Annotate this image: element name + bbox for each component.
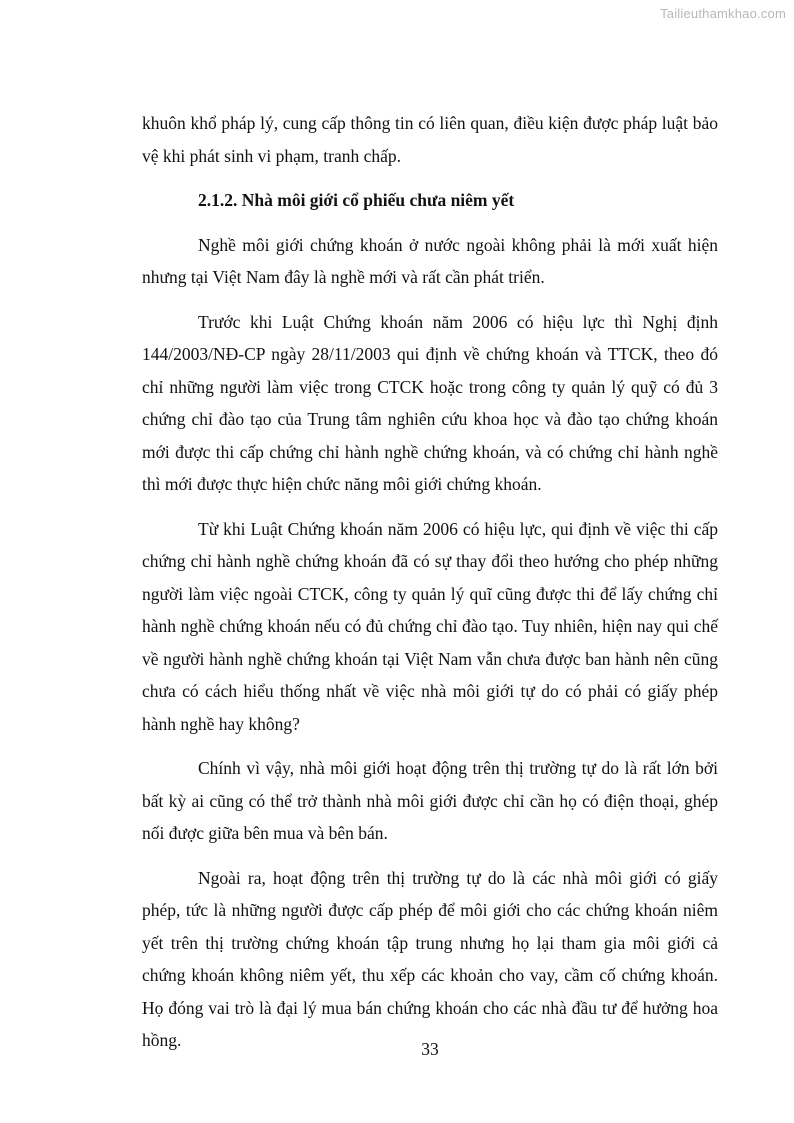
section-heading: 2.1.2. Nhà môi giới cổ phiếu chưa niêm yết — [198, 190, 515, 210]
paragraph: Từ khi Luật Chứng khoán năm 2006 có hiệu lực, qui định về việc thi cấp chứng chỉ hành nghề chứng khoán đã có sự thay đổi theo hướng cho phép những người làm việc ngoài CTCK, công ty quản lý quĩ cũng được thi để lấy chứng chỉ hành nghề chứng khoán nếu có đủ chứng chỉ đào tạo. Tuy nhiên, hiện nay qui chế về người hành nghề chứng khoán tại Việt Nam vẫn chưa được ban hành nên cũng chưa có cách hiểu thống nhất về việc nhà môi giới tự do có phải có giấy phép hành nghề hay không? — [142, 518, 718, 734]
watermark: Tailieuthamkhao.com — [660, 6, 786, 21]
paragraph: Chính vì vậy, nhà môi giới hoạt động trên thị trường tự do là rất lớn bởi bất kỳ ai cũng có thể trở thành nhà môi giới được chỉ cần họ có điện thoại, ghép nối được giữa bên mua và bên bán. — [142, 758, 718, 843]
page-body — [142, 107, 718, 1069]
paragraph: Ngoài ra, hoạt động trên thị trường tự do là các nhà môi giới có giấy phép, tức là những người được cấp phép để môi giới cho các chứng khoán niêm yết trên thị trường chứng khoán tập trung nhưng họ lại tham gia môi giới cả chứng khoán không niêm yết, thu xếp các khoản cho vay, cầm cố chứng khoán. Họ đóng vai trò là đại lý mua bán chứng khoán cho các nhà đầu tư để hưởng hoa hồng. — [142, 867, 718, 1050]
paragraph-continuation: khuôn khổ pháp lý, cung cấp thông tin có liên quan, điều kiện được pháp luật bảo vệ khi phát sinh vi phạm, tranh chấp. — [142, 113, 718, 166]
paragraph: Nghề môi giới chứng khoán ở nước ngoài không phải là mới xuất hiện nhưng tại Việt Nam đây là nghề mới và rất cần phát triển. — [142, 234, 718, 287]
paragraph: Trước khi Luật Chứng khoán năm 2006 có hiệu lực thì Nghị định 144/2003/NĐ-CP ngày 28/11/2003 qui định về chứng khoán và TTCK, theo đó chỉ những người làm việc trong CTCK hoặc trong công ty quản lý quỹ có đủ 3 chứng chỉ đào tạo của Trung tâm nghiên cứu khoa học và đào tạo chứng khoán mới được thi cấp chứng chỉ hành nghề chứng khoán, và có chứng chỉ hành nghề thì mới được thực hiện chức năng môi giới chứng khoán. — [142, 311, 718, 494]
page-number: 33 — [421, 1039, 439, 1059]
